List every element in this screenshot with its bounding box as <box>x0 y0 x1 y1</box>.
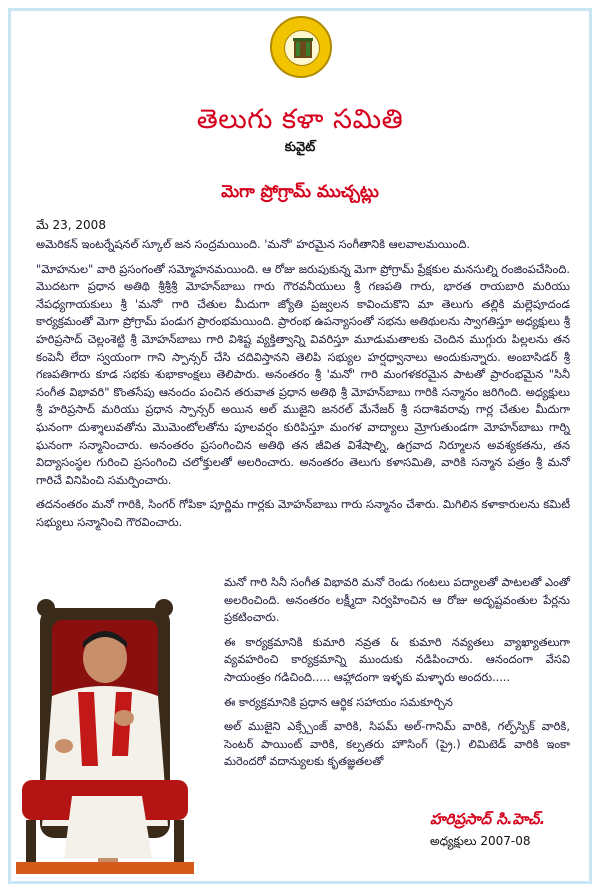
side-paragraph-3: ఈ కార్యక్రమానికి ప్రధాన ఆర్థిక సహాయం సమకూర్చిన <box>224 694 453 709</box>
program-title: మెగా ప్రోగ్రామ్ ముచ్చట్లు <box>221 182 379 202</box>
org-city: కువైట్ <box>284 140 316 155</box>
org-logo-icon <box>270 16 332 78</box>
signature-name: హరిప్రసాద్ సి.హెచ్. <box>430 810 546 828</box>
chief-guest-photo <box>12 596 198 876</box>
article-date: మే 23, 2008 <box>36 218 106 232</box>
paragraph-1: అమెరికన్ ఇంటర్నేషనల్ స్కూల్ జన సంద్రమయింది. 'మనో' హరమైన సంగీతానికి ఆలవాలమయింది. <box>36 237 470 251</box>
article-body <box>36 236 570 539</box>
logo-emblem-icon <box>272 18 334 80</box>
signature-designation: అధ్యక్షులు 2007-08 <box>430 834 531 848</box>
side-paragraph-4: అల్ ముజైని ఎక్స్చేంజ్ వారికి, సిపమ్ అల్-గానిమ్ వారికి, గల్ఫ్‌స్పిక్ వారికి, సెంటర్ పాయింట్ వారికి, కల్పతరు హౌసింగ్ (ప్రై.) లిమిటెడ్ వారికి ఇంకా మరెందరో వదాన్యులకు కృతజ్ఞతలతో <box>224 719 570 769</box>
paragraph-3: తదనంతరం మనో గారికి, సింగర్ గోపికా పూర్ణిమ గార్లకు మోహన్‌బాబు గారు సన్మానం చేశారు. మిగిలిన కళాకారులను కమిటీ సభ్యులు సన్మానించి గౌరవించారు. <box>36 497 570 529</box>
org-name: తెలుగు కళా సమితి <box>196 104 404 135</box>
side-paragraph-2: ఈ కార్యక్రమానికి కుమారి నవ్రత & కుమారి నవ్యతలు వ్యాఖ్యాతలుగా వ్యవహరించి కార్యక్రమాన్ని ముందుకు నడిపించారు. ఆనందంగా వేసవి సాయంత్రం గడిచింది..... ఆహ్లాదంగా ఇళ్ళకు మళ్ళారు అందరు..... <box>224 634 570 684</box>
side-paragraph-1: మనో గారి సినీ సంగీత విభావరి మనో రెండు గంటలు పద్యాలతో పాటలతో ఎంతో అలరించింది. అనంతరం లక్ష్మీదా నిర్వహించిన ఆ రోజు అదృష్టవంతుల పేర్లను ప్రకటించారు. <box>224 575 570 625</box>
article-side-column <box>224 574 570 778</box>
paragraph-2: "మోహనుల" వారి ప్రసంగంతో సమ్మోహనమయింది. ఆ రోజు జరుపుకున్న మెగా ప్రోగ్రామ్ ప్రేక్షకుల మనసుల్ని రంజింపచేసింది. మొదటగా ప్రధాన అతిథి శ్రీశ్రీశ్రీ మోహన్‌బాబు గారు గౌరవనీయులు శ్రీ గణపతి గారు, భారత రాయబారి మరియు నేపధ్యగాయకులు శ్రీ 'మనో' గారి చేతుల మీదుగా జ్యోతి ప్రజ్వలన కావించుకొని మా తెలుగు తల్లికి మల్లెపూదండ కార్యక్రమంతో మెగా ప్రోగ్రామ్ పండుగ ప్రారంభమయింది. ప్రారంభ ఉపన్యాసంతో సభను అతిథులను స్వాగతిస్తూ అధ్యక్షులు శ్రీ హరిప్రసాద్ చెల్లంశెట్టి శ్రీ మోహన్‌బాబు గారి విశిష్ట వ్యక్తిత్వాన్ని వివరిస్తూ మూడుమతాలకు చెందిన ముగ్గురు పిల్లలను తన కంపెనీ లేదా స్వయంగా గాని స్పాన్సర్ చేసి చదివిస్తానని తెలిపి సభ్యుల హర్షధ్వానాలు అందుకున్నారు. అంబాసిడర్ శ్రీ గణపతిగారు కూడ సభకు శుభాకాంక్షలు తెలిపారు. అనంతరం శ్రీ 'మనో' గారి మంగళకరమైన పాటతో ప్రారంభమైన "సినీ సంగీత విభావరి" కొంతసేపు ఆనందం పంచిన తరువాత ప్రధాన అతిథి శ్రీ మోహన్‌బాబు గారికి సన్మానం జరిగింది. అధ్యక్షులు శ్రీ హరిప్రసాద్ మరియు ప్రధాన స్పాన్సర్ అయిన అల్ ముజైని జనరల్ మేనేజర్ శ్రీ సదాశివరావు గార్ల చేతుల మీదుగా ఘనంగా దుశ్శాలువతోను మొమెంటోలతోను పూలవర్షం కురిపిస్తూ మంగళ వాద్యాలు మ్రోగుతుండగా మోహన్‌బాబు గార్ని ఘనంగా సన్మానించారు. అనంతరం ప్రసంగించిన అతిథి తన జీవిత విశేషాల్ని, ఉగ్రవాద నిర్మూలన అవశ్యకతను, తన విద్యాసంస్థల గురించి ప్రసంగించి చలోక్తులతో అలరించారు. అనంతరం తెలుగు కళాసమితి, వారికి సన్మాన పత్రం శ్రీ మనో గారిచే వినిపించి సమర్పించారు. <box>36 261 570 487</box>
